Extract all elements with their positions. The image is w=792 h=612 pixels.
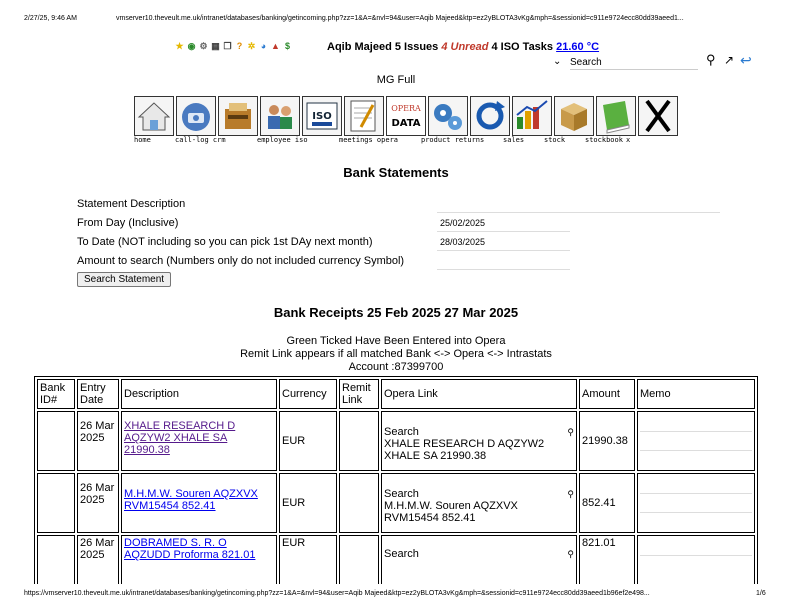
issues-count[interactable]: 5 Issues [394, 41, 439, 53]
nav-label[interactable] [216, 136, 255, 144]
search-icon[interactable]: ⚲ [567, 488, 574, 499]
copy-icon[interactable]: ❐ [223, 41, 232, 51]
remit-link-cell [339, 535, 379, 585]
col-entry-date: Entry Date [77, 379, 119, 409]
iso-tasks[interactable]: 4 ISO Tasks [491, 41, 554, 53]
remit-link-cell [339, 473, 379, 533]
header-search [540, 52, 792, 70]
chat-icon[interactable]: ◕ [260, 41, 267, 51]
col-amount: Amount [579, 379, 635, 409]
description-label: Statement Description [77, 198, 186, 210]
nav-label[interactable]: sales [503, 136, 525, 144]
memo-input[interactable] [640, 541, 752, 556]
nav-product[interactable] [428, 96, 468, 136]
page-title: Bank Statements [343, 165, 449, 180]
nav-label[interactable]: x [626, 136, 631, 144]
nav-returns[interactable] [470, 96, 510, 136]
money-icon[interactable]: $ [284, 41, 290, 51]
page-subtitle: MG Full [376, 74, 416, 86]
search-icon[interactable]: ⚲ [567, 548, 574, 559]
amount-input[interactable] [437, 254, 570, 270]
gears-icon [429, 97, 467, 135]
col-remit-link: Remit Link [339, 379, 379, 409]
book-icon [597, 97, 635, 135]
temperature-link[interactable]: 21.60 °C [556, 41, 600, 53]
col-bank-id: Bank ID# [37, 379, 75, 409]
bank-id-cell [37, 411, 75, 471]
account-number: Account :87399700 [348, 361, 444, 373]
notepad-icon [345, 97, 383, 135]
table-header-row [37, 379, 755, 409]
to-date-label: To Date (NOT including so you can pick 1st DAy next month) [77, 236, 373, 248]
table-row [37, 411, 755, 471]
amount-label: Amount to search (Numbers only do not included currency Symbol) [77, 255, 405, 267]
description-cell [121, 535, 277, 585]
description-input[interactable] [437, 197, 720, 213]
table-row [37, 473, 755, 533]
nav-label[interactable]: stock [544, 136, 566, 144]
to-date-input[interactable]: 28/03/2025 [437, 235, 570, 251]
receipts-table [34, 376, 758, 588]
nav-iso[interactable] [302, 96, 342, 136]
telephone-icon [177, 97, 215, 135]
star-icon[interactable]: ★ [175, 41, 184, 51]
description-link[interactable]: DOBRAMED S. R. O AQZUDD Proforma 821.01 [124, 537, 256, 561]
house-icon [135, 97, 173, 135]
nav-opera[interactable] [386, 96, 426, 136]
unread-count[interactable]: 4 Unread [441, 41, 489, 53]
grid-icon[interactable]: ▦ [211, 41, 220, 51]
opera-link-cell [381, 535, 577, 585]
nav-call-log[interactable] [176, 96, 216, 136]
back-arrow-icon[interactable]: ↩ [740, 52, 752, 68]
cash-register-icon [219, 97, 257, 135]
description-link[interactable]: XHALE RESEARCH D AQZYW2 XHALE SA 21990.38 [124, 420, 236, 456]
opera-data-icon [387, 97, 425, 135]
help-icon[interactable]: ? [236, 41, 243, 51]
description-link[interactable]: M.H.M.W. Souren AQZXVX RVM15454 852.41 [124, 488, 258, 512]
amount-cell: 21990.38 [579, 411, 635, 471]
chart-icon [513, 97, 551, 135]
opera-search-label[interactable]: Search [384, 548, 419, 560]
nav-label[interactable]: employee iso [257, 136, 308, 144]
search-icon[interactable]: ⚲ [567, 426, 574, 437]
receipts-note-green: Green Ticked Have Been Entered into Opera [286, 335, 506, 347]
nav-label[interactable]: call-log crm [175, 136, 226, 144]
col-opera-link: Opera Link [381, 379, 577, 409]
receipts-note-remit: Remit Link appears if all matched Bank <-> Opera <-> Intrastats [240, 348, 552, 360]
nav-labels [134, 136, 665, 144]
col-currency: Currency [279, 379, 337, 409]
nav-close[interactable] [638, 96, 678, 136]
settings-icon[interactable]: ⚙ [199, 41, 208, 51]
nav-sales[interactable] [512, 96, 552, 136]
memo-input[interactable] [640, 436, 752, 451]
svg-text:ISO: ISO [312, 111, 332, 122]
header-icon-strip [174, 41, 293, 52]
entry-date-cell: 26 Mar 2025 [77, 473, 119, 533]
bank-id-cell [37, 473, 75, 533]
nav-employee[interactable] [260, 96, 300, 136]
description-cell [121, 411, 277, 471]
currency-cell: EUR [279, 473, 337, 533]
nav-label[interactable] [380, 136, 419, 144]
opera-match-text: M.H.M.W. Souren AQZXVX RVM15454 852.41 [384, 500, 518, 524]
print-page-count: 1/6 [756, 590, 766, 597]
memo-cell [637, 411, 755, 471]
entry-date-cell: 26 Mar 2025 [77, 411, 119, 471]
opera-link-cell [381, 473, 577, 533]
description-cell [121, 473, 277, 533]
memo-input[interactable] [640, 479, 752, 494]
nav-label[interactable]: meetings opera [339, 136, 399, 144]
col-memo: Memo [637, 379, 755, 409]
box-icon [555, 97, 593, 135]
nav-stockbook[interactable] [596, 96, 636, 136]
svg-text:OPERA: OPERA [391, 104, 421, 113]
header-status [327, 41, 599, 53]
footer-band [0, 584, 792, 612]
currency-cell: EUR [279, 411, 337, 471]
nav-toolbar [134, 96, 678, 136]
print-timestamp: 2/27/25, 9:46 AM [24, 15, 77, 22]
bank-id-cell [37, 535, 75, 585]
header-bar [0, 41, 792, 55]
sparkle-icon[interactable]: ✲ [247, 41, 256, 51]
search-input[interactable]: Search [570, 56, 698, 70]
svg-text:DATA: DATA [391, 118, 421, 129]
print-url-bottom: https://vmserver10.theveult.me.uk/intranet/databases/banking/getincoming.php?zz=1&A=&nvl=94&user=Aqib Majeed&ktp=ez2yBLOTA3vKg&mph=&sessionid=c911e9724ecc80dd39aeed1b96ef2e498... [24, 590, 650, 597]
opera-search-label[interactable]: Search [384, 488, 419, 500]
print-url-top: vmserver10.theveult.me.uk/intranet/databases/banking/getincoming.php?zz=1&A=&nvl=94&user=Aqib Majeed&ktp=ez2yBLOTA3vKg&mph=&sessionid=c911e9724ecc80dd39aeed1... [116, 15, 684, 22]
opera-match-text: XHALE RESEARCH D AQZYW2 XHALE SA 21990.38 [384, 438, 545, 462]
entry-date-cell: 26 Mar 2025 [77, 535, 119, 585]
nav-label[interactable] [298, 136, 337, 144]
currency-cell: EUR [279, 535, 337, 585]
nav-label[interactable]: home [134, 136, 151, 144]
col-description: Description [121, 379, 277, 409]
chevron-down-icon[interactable]: ⌄ [553, 56, 562, 67]
receipts-title: Bank Receipts 25 Feb 2025 27 Mar 2025 [273, 305, 519, 320]
refresh-icon [471, 97, 509, 135]
memo-cell [637, 535, 755, 585]
memo-cell [637, 473, 755, 533]
nav-meetings[interactable] [344, 96, 384, 136]
people-icon [261, 97, 299, 135]
memo-input[interactable] [640, 498, 752, 513]
from-date-label: From Day (Inclusive) [77, 217, 179, 229]
nav-crm[interactable] [218, 96, 258, 136]
globe-icon[interactable]: ◉ [187, 41, 196, 51]
opera-link-cell [381, 411, 577, 471]
chart-icon[interactable]: ▲ [271, 41, 280, 51]
iso-icon [303, 97, 341, 135]
external-link-icon[interactable]: ↗ [724, 53, 735, 67]
x-icon [639, 97, 677, 135]
search-icon[interactable]: ⚲ [706, 52, 716, 67]
memo-input[interactable] [640, 417, 752, 432]
opera-search-label[interactable]: Search [384, 426, 419, 438]
table-row [37, 535, 755, 585]
user-name: Aqib Majeed [327, 41, 392, 53]
nav-home[interactable] [134, 96, 174, 136]
remit-link-cell [339, 411, 379, 471]
nav-stock[interactable] [554, 96, 594, 136]
nav-label[interactable]: stockbook [585, 136, 623, 144]
search-statement-button[interactable]: Search Statement [77, 272, 171, 287]
amount-cell: 821.01 [579, 535, 635, 585]
amount-cell: 852.41 [579, 473, 635, 533]
from-date-input[interactable]: 25/02/2025 [437, 216, 570, 232]
nav-label[interactable] [462, 136, 501, 144]
nav-label[interactable]: product returns [421, 136, 485, 144]
